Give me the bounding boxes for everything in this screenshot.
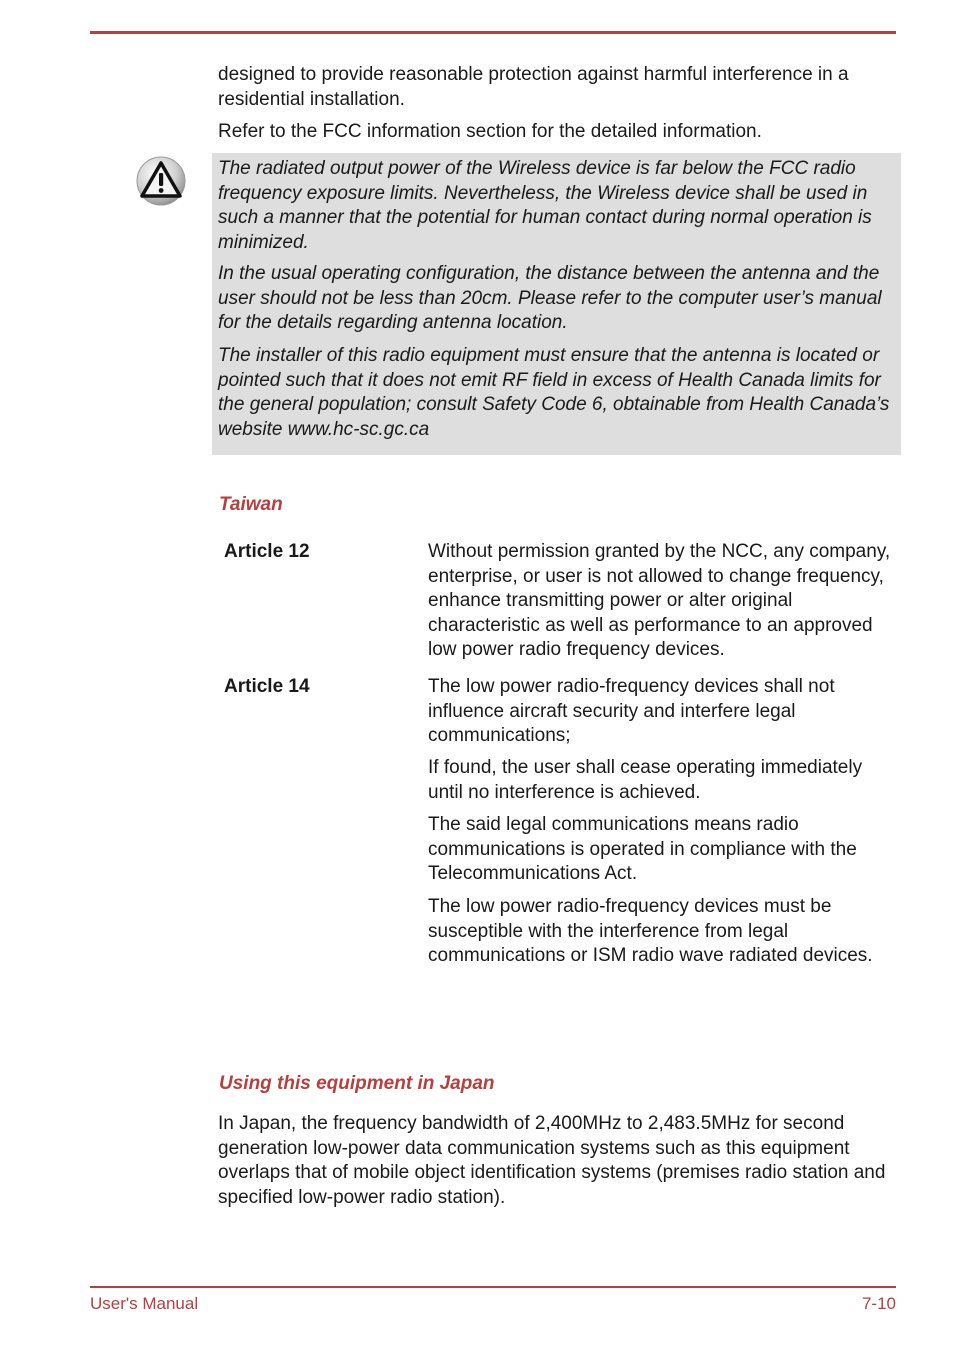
- article-14-text-2: If found, the user shall cease operating immediately until no interference is achieved.: [428, 757, 863, 803]
- warning-note-box: [212, 153, 901, 455]
- intro-paragraph: designed to provide reasonable protection against harmful interference in a residential installation.: [218, 64, 849, 110]
- header-rule: [90, 31, 896, 34]
- article-12-label: Article 12: [224, 541, 310, 562]
- footer-manual-title: User's Manual: [90, 1294, 199, 1313]
- fcc-reference-paragraph: Refer to the FCC information section for the detailed information.: [218, 121, 762, 142]
- section-heading-japan: Using this equipment in Japan: [219, 1073, 495, 1094]
- section-heading-taiwan: Taiwan: [219, 494, 283, 515]
- warning-paragraph-exposure: The radiated output power of the Wireless device is far below the FCC radio frequency exposure limits. Nevertheless, the Wireless device shall be used in such a manner that the potential for human contact during normal operation is minimized.: [218, 158, 872, 253]
- article-12-text: Without permission granted by the NCC, any company, enterprise, or user is not allowed to change frequency, enhance transmitting power or alter original characteristic as well as performance to an approved low power radio frequency devices.: [428, 541, 891, 660]
- japan-paragraph: In Japan, the frequency bandwidth of 2,400MHz to 2,483.5MHz for second generation low-power data communication systems such as this equipment overlaps that of mobile object identification systems (premises radio station and specified low-power radio station).: [218, 1113, 886, 1208]
- article-14-text-4: The low power radio-frequency devices must be susceptible with the interference from legal communications or ISM radio wave radiated devices.: [428, 896, 873, 966]
- footer-rule: [90, 1286, 896, 1288]
- warning-paragraph-distance: In the usual operating configuration, the distance between the antenna and the user should not be less than 20cm. Please refer to the computer user’s manual for the details regarding antenna location.: [218, 263, 882, 333]
- article-14-text-1: The low power radio-frequency devices shall not influence aircraft security and interfere legal communications;: [428, 676, 835, 746]
- footer-page-number: 7-10: [861, 1294, 896, 1313]
- article-14-text-3: The said legal communications means radio communications is operated in compliance with the Telecommunications Act.: [428, 814, 857, 884]
- warning-paragraph-installer: The installer of this radio equipment must ensure that the antenna is located or pointed such that it does not emit RF field in excess of Health Canada limits for the general population; consult Safety Code 6, obtainable from Health Canada’s website www.hc-sc.gc.ca: [218, 345, 890, 440]
- article-14-label: Article 14: [224, 676, 310, 697]
- warning-triangle-icon: [136, 156, 186, 206]
